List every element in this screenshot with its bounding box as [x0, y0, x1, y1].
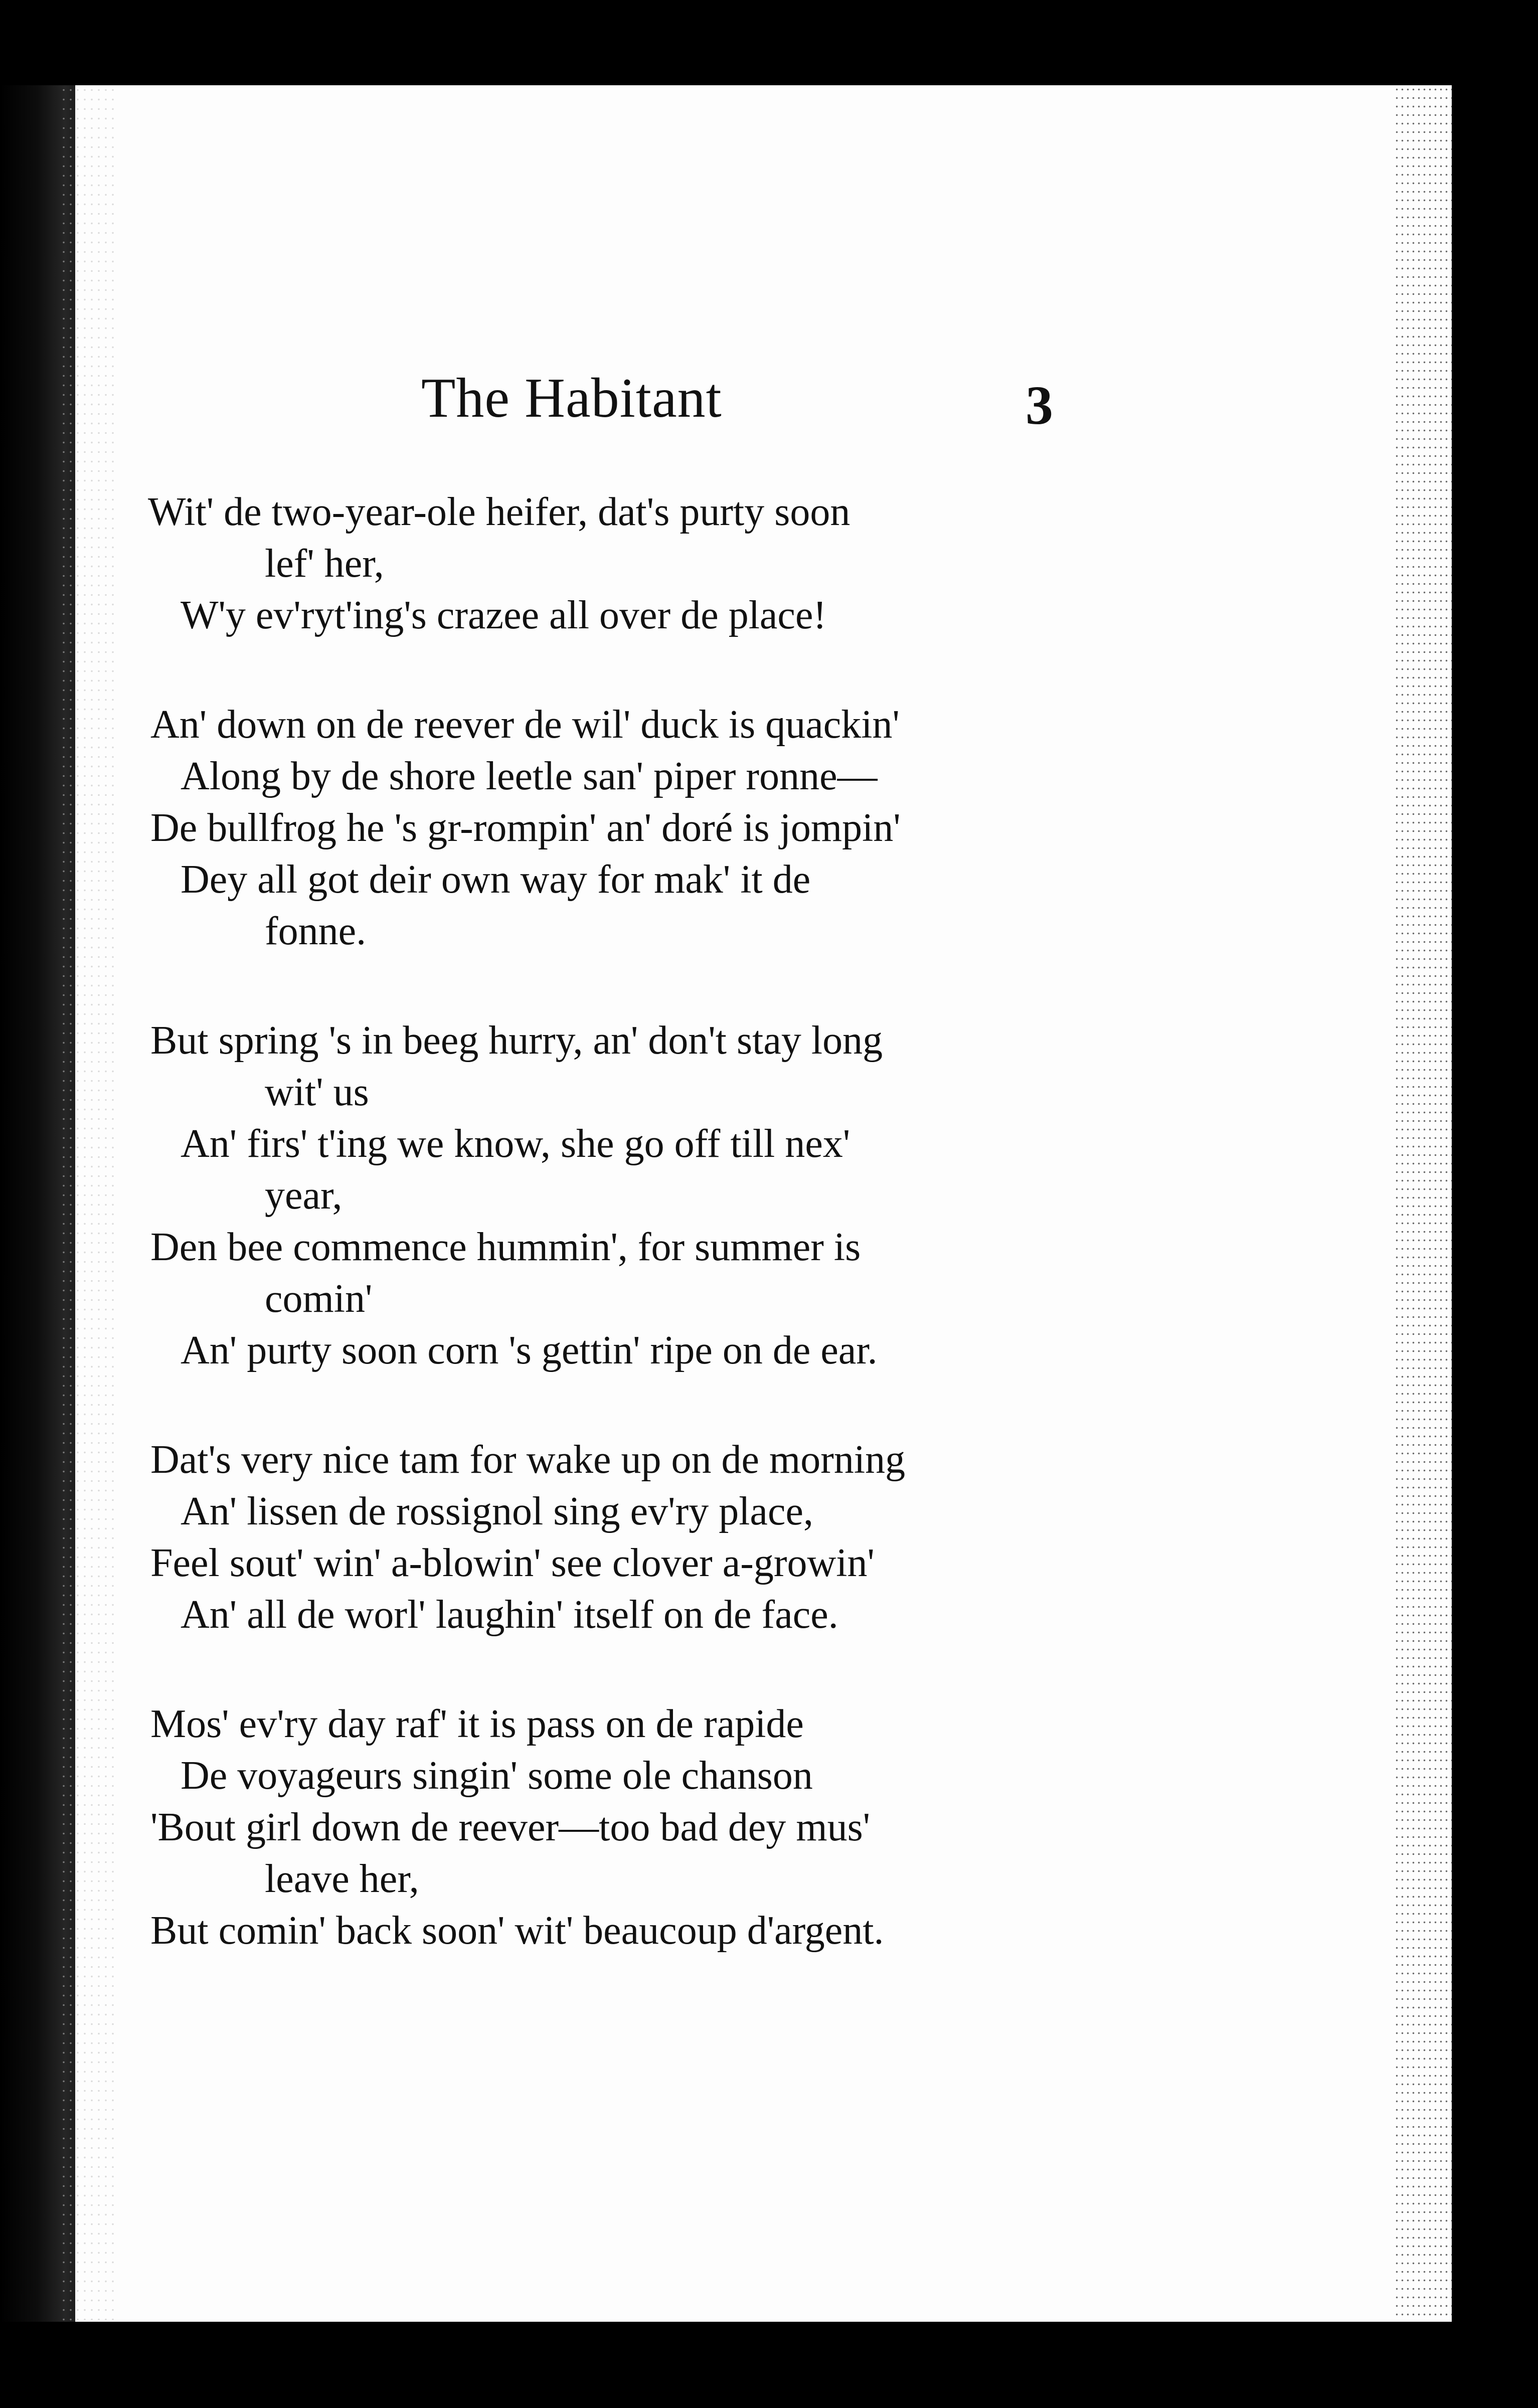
stanza [75, 486, 1078, 641]
stanza [75, 1698, 1078, 1957]
book-page [75, 85, 1452, 2322]
poem-line: fonne. [265, 909, 367, 953]
poem-line: Feel sout' win' a-blowin' see clover a-growin' [150, 1541, 875, 1585]
poem-line: Wit' de two-year-ole heifer, dat's purty soon [148, 490, 850, 534]
poem-line: Mos' ev'ry day raf' it is pass on de rapide [150, 1702, 804, 1746]
poem-line: An' lissen de rossignol sing ev'ry place, [181, 1489, 813, 1533]
poem-line: An' all de worl' laughin' itself on de face. [181, 1593, 838, 1637]
stanza [75, 699, 1078, 957]
poem-line: lef' her, [265, 542, 384, 586]
poem-line: comin' [265, 1277, 373, 1321]
poem-line: An' purty soon corn 's gettin' ripe on de ear. [181, 1328, 878, 1372]
running-title: The Habitant [421, 367, 722, 429]
binding-edge-texture [60, 85, 115, 2322]
poem-line: But spring 's in beeg hurry, an' don't stay long [150, 1018, 883, 1063]
poem-line: Along by de shore leetle san' piper ronne— [181, 754, 878, 798]
poem-line: W'y ev'ryt'ing's crazee all over de place! [181, 593, 827, 637]
poem-line: Dat's very nice tam for wake up on de morning [150, 1438, 906, 1482]
poem-line: But comin' back soon' wit' beaucoup d'argent. [150, 1909, 884, 1953]
poem-line: Dey all got deir own way for mak' it de [181, 857, 811, 902]
page-number: 3 [1026, 375, 1053, 436]
scan-top-border [0, 0, 1538, 85]
poem-line: Den bee commence hummin', for summer is [150, 1225, 861, 1269]
poem-body [75, 486, 1078, 1991]
poem-line: An' firs' t'ing we know, she go off till nex' [181, 1122, 850, 1166]
stanza [75, 1015, 1078, 1377]
poem-line: wit' us [265, 1070, 369, 1114]
poem-line: De bullfrog he 's gr-rompin' an' doré is jompin' [150, 806, 901, 850]
poem-line: 'Bout girl down de reever—too bad dey mus' [150, 1805, 871, 1849]
scan-right-border [1452, 0, 1538, 2408]
poem-line: year, [265, 1173, 343, 1218]
stanza [75, 1434, 1078, 1641]
poem-line: leave her, [265, 1857, 419, 1901]
poem-line: An' down on de reever de wil' duck is quackin' [150, 703, 900, 747]
scan-bottom-border [0, 2322, 1538, 2408]
poem-line: De voyageurs singin' some ole chanson [181, 1754, 813, 1798]
page-edge-texture [1394, 85, 1452, 2322]
